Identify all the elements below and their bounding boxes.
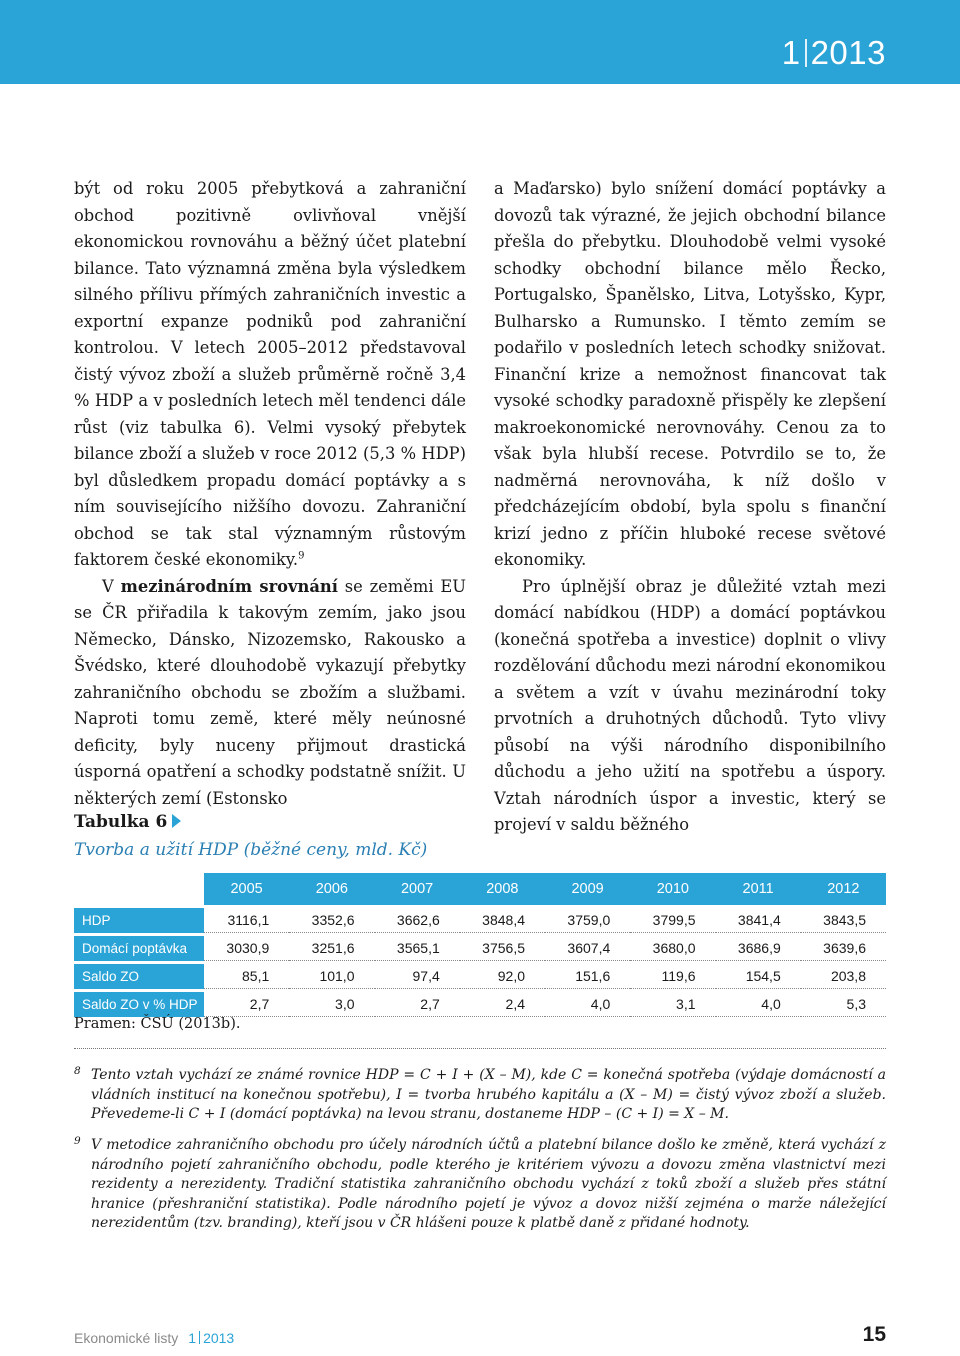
table-cell: 92,0 [460, 964, 545, 989]
table-row [74, 992, 886, 1017]
table-cell: 3686,9 [716, 936, 801, 961]
row-label: Domácí poptávka [74, 936, 204, 961]
footnote-9 [74, 1136, 886, 1234]
table-cell: 3,1 [630, 992, 715, 1017]
issue-number: 1 [781, 34, 801, 71]
table-cell: 3848,4 [460, 908, 545, 933]
table-cell: 3030,9 [204, 936, 289, 961]
table-cell: 3565,1 [375, 936, 460, 961]
footer-issue: 1 2013 [188, 1330, 235, 1346]
gdp-table [74, 870, 886, 1020]
table-cell: 151,6 [545, 964, 630, 989]
emphasis: mezinárodním srovnání [120, 576, 338, 596]
year-header: 2008 [460, 873, 545, 905]
footer-separator [199, 1331, 200, 1344]
footnote-8 [74, 1066, 886, 1125]
journal-name: Ekonomické listy [74, 1330, 179, 1346]
paragraph: být od roku 2005 přebytková a zahraniční obchod pozitivně ovlivňoval vnější ekonomickou rovnováhu a běžný účet platební bilance. Tato významná změna byla výsledkem silného přílivu přímých zahraničních investic a exportní expanze podniků pod zahraniční kontrolou. V letech 2005–2012 představoval čistý vývoz zboží a služeb průměrně ročně 3,4 % HDP a v posledních letech měl tendenci dále růst (viz tabulka 6). Velmi vysoký přebytek bilance zboží a služeb v roce 2012 (5,3 % HDP) byl důsledkem propadu domácí poptávky a s ním souvisejícího nižšího dovozu. Zahraniční obchod se tak stal významným růstovým faktorem české ekonomiky.$^9$ [74, 179, 466, 569]
table-subtitle: Tvorba a užití HDP (běžné ceny, mld. Kč) [74, 840, 428, 860]
table-corner [74, 873, 204, 905]
table-cell: 119,6 [630, 964, 715, 989]
row-label: HDP [74, 908, 204, 933]
year-header: 2007 [375, 873, 460, 905]
footnote-number: 9 [74, 1135, 81, 1147]
footnote-text: Tento vztah vychází ze známé rovnice HDP = C + I + (X – M), kde C = konečná spotřeba (výdaje domácností a vládních institucí na konečnou spotřebu), I = tvorba hrubého kapitálu a (X – M) = čistý vývoz zboží a služeb. Převedeme-li C + I (domácí poptávka) na levou stranu, dostaneme HDP – (C + I) = X – M. [91, 1067, 886, 1122]
year-header: 2009 [545, 873, 630, 905]
table-row [74, 964, 886, 989]
row-label: Saldo ZO v % HDP [74, 992, 204, 1017]
table-cell: 3843,5 [801, 908, 886, 933]
issue-year: 2013 [810, 34, 886, 71]
paragraph: Pro úplnější obraz je důležité vztah mezi domácí nabídkou (HDP) a domácí poptávkou (konečná spotřeba a investice) doplnit o vlivy rozdělování důchodu mezi národní ekonomikou a světem a vzít v úvahu mezinárodní toky prvotních a druhotných důchodů. Tyto vlivy působí na výši národního disponibilního důchodu a jeho užití na spotřebu a úspory. Vztah národních úspor a investic, který se projeví v saldu běžného [494, 576, 886, 834]
table-row [74, 908, 886, 933]
table-cell: 3352,6 [289, 908, 374, 933]
paragraph: a Maďarsko) bylo snížení domácí poptávky a dovozů tak výrazné, že jejich obchodní bilance přešla do přebytku. Dlouhodobě velmi vysoké schodky obchodní bilance mělo Řecko, Portugalsko, Španělsko, Litva, Lotyšsko, Kypr, Bulharsko a Rumunsko. I těmto zemím se podařilo v posledních letech schodky snižovat. Finanční krize a nemožnost financovat tak vysoké schodky paradoxně přispěly ke zlepšení makroekonomické nerovnováhy. Cenou za to však byla hlubší recese. Potvrdilo se to, že nadměrná nerovnováha, k níž došlo v předcházejícím období, byla spolu s finanční krizí jedno z příčin hluboké recese světové ekonomiky. [494, 179, 886, 569]
table-cell: 154,5 [716, 964, 801, 989]
table-cell: 101,0 [289, 964, 374, 989]
footnote-text: V metodice zahraničního obchodu pro účely národních účtů a platební bilance došlo ke změně, která vychází z národního pojetí zahraničního obchodu, podle kterého je kritériem vývozu a dovozu změna vlastnictví mezi rezidenty a nerezidenty. Tradiční statistika zahraničního obchodu vychází z toků zboží a služeb přes státní hranice (přeshraniční statistika). Podle národního pojetí je vývoz a dovoz nižší zejména o marže náležející nerezidentům (tzv. branding), kteří jsou v ČR hlášeni pouze k platbě daně z přidané hodnoty. [91, 1137, 886, 1231]
year-header: 2005 [204, 873, 289, 905]
page-number: 15 [862, 1323, 886, 1346]
table-row [74, 936, 886, 961]
table-cell: 5,3 [801, 992, 886, 1017]
table-cell: 4,0 [545, 992, 630, 1017]
table-cell: 2,4 [460, 992, 545, 1017]
paragraph: V mezinárodním srovnání se zeměmi EU se ČR přiřadila k takovým zemím, jako jsou Německo, Dánsko, Nizozemsko, Rakousko a Švédsko, které dlouhodobě vykazují přebytky zahraničního obchodu se zbožím a službami. Naproti tomu země, které měly neúnosné deficity, byly nuceny přijmout drastická úsporná opatření a schodky podstatně snížit. U některých zemí (Estonsko [74, 576, 466, 808]
table-header-row [74, 873, 886, 905]
table-cell: 3662,6 [375, 908, 460, 933]
triangle-right-icon [172, 814, 181, 828]
text-column-right [494, 176, 886, 839]
table-cell: 203,8 [801, 964, 886, 989]
table-title: Tabulka 6 [74, 812, 181, 832]
table-cell: 3759,0 [545, 908, 630, 933]
table-cell: 3116,1 [204, 908, 289, 933]
table-cell: 3639,6 [801, 936, 886, 961]
table-cell: 3607,4 [545, 936, 630, 961]
table-cell: 3799,5 [630, 908, 715, 933]
footnote-number: 8 [74, 1065, 81, 1077]
table-cell: 4,0 [716, 992, 801, 1017]
table-cell: 3756,5 [460, 936, 545, 961]
footnote-ref-9: 9 [298, 550, 305, 562]
table-cell: 2,7 [204, 992, 289, 1017]
header-bar [0, 0, 960, 84]
year-header: 2006 [289, 873, 374, 905]
footnote-divider [74, 1048, 886, 1049]
footer-journal [74, 1330, 234, 1346]
year-header: 2012 [801, 873, 886, 905]
table-cell: 85,1 [204, 964, 289, 989]
text-column-left [74, 176, 466, 812]
issue-separator [805, 39, 807, 67]
table-cell: 3,0 [289, 992, 374, 1017]
table-cell: 3680,0 [630, 936, 715, 961]
table-source: Pramen: ČSÚ (2013b). [74, 1016, 241, 1032]
year-header: 2010 [630, 873, 715, 905]
table-cell: 97,4 [375, 964, 460, 989]
year-header: 2011 [716, 873, 801, 905]
issue-label [782, 34, 886, 72]
table-cell: 2,7 [375, 992, 460, 1017]
row-label: Saldo ZO [74, 964, 204, 989]
table-cell: 3841,4 [716, 908, 801, 933]
table-cell: 3251,6 [289, 936, 374, 961]
